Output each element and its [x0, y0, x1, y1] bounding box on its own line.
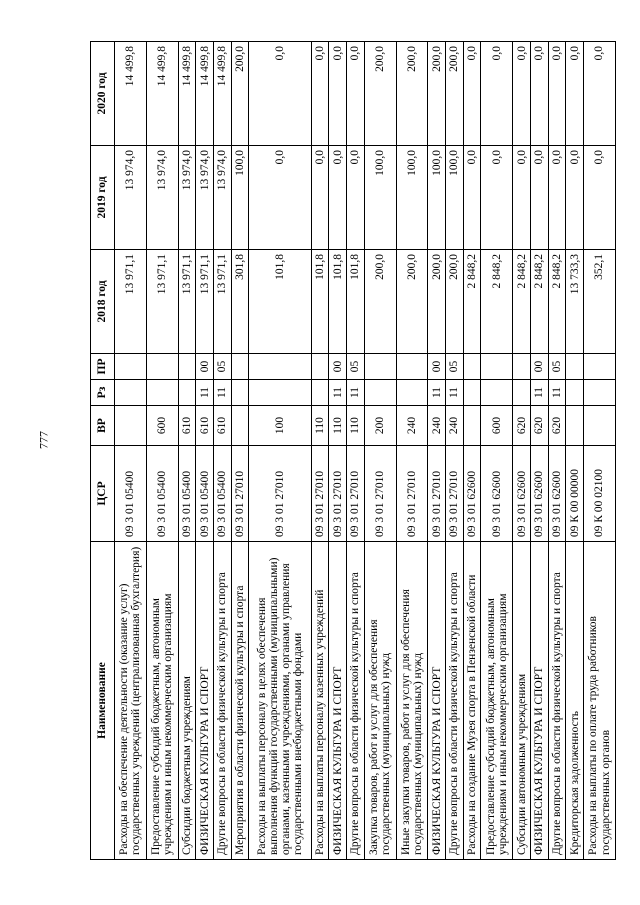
cell-vr [115, 406, 147, 446]
cell-2019: 13 974,0 [146, 146, 178, 250]
table-row [566, 42, 584, 860]
cell-vr: 240 [446, 406, 464, 446]
cell-csr: 09 3 01 27010 [428, 446, 446, 542]
cell-csr: 09 3 01 05400 [115, 446, 147, 542]
table-row [530, 42, 548, 860]
table-row [584, 42, 616, 860]
cell-2020: 14 499,8 [146, 42, 178, 146]
cell-vr [231, 406, 249, 446]
cell-name: Другие вопросы в области физической культуры и спорта [213, 542, 231, 860]
cell-pr [513, 354, 531, 380]
cell-csr: 09 3 01 05400 [196, 446, 214, 542]
cell-rz [396, 380, 428, 406]
cell-2018: 101,8 [311, 250, 329, 354]
cell-2019: 0,0 [249, 146, 311, 250]
cell-csr: 09 К 00 00000 [566, 446, 584, 542]
cell-csr: 09 3 01 27010 [446, 446, 464, 542]
cell-vr [463, 406, 481, 446]
page-number: 777 [36, 431, 51, 449]
cell-csr: 09 3 01 27010 [311, 446, 329, 542]
table-row [446, 42, 464, 860]
cell-rz [584, 380, 616, 406]
cell-2020: 0,0 [249, 42, 311, 146]
cell-rz [364, 380, 396, 406]
cell-2020: 0,0 [584, 42, 616, 146]
cell-rz [463, 380, 481, 406]
cell-rz: 11 [548, 380, 566, 406]
cell-csr: 09 3 01 27010 [249, 446, 311, 542]
cell-rz: 11 [428, 380, 446, 406]
cell-2019: 0,0 [566, 146, 584, 250]
cell-rz [481, 380, 513, 406]
cell-2020: 0,0 [566, 42, 584, 146]
cell-name: Расходы на выплаты по оплате труда работников государственных органов [584, 542, 616, 860]
cell-csr: 09 3 01 62600 [513, 446, 531, 542]
cell-rz: 11 [446, 380, 464, 406]
header-rz: Рз [91, 380, 115, 406]
cell-2019: 13 974,0 [178, 146, 196, 250]
table-row [364, 42, 396, 860]
table-row [311, 42, 329, 860]
cell-2020: 0,0 [548, 42, 566, 146]
cell-vr: 600 [146, 406, 178, 446]
cell-name: Другие вопросы в области физической культуры и спорта [347, 542, 365, 860]
cell-2018: 13 971,1 [178, 250, 196, 354]
cell-vr: 600 [481, 406, 513, 446]
cell-csr: 09 3 01 27010 [231, 446, 249, 542]
cell-2018: 101,8 [249, 250, 311, 354]
cell-pr: 05 [446, 354, 464, 380]
cell-2018: 13 733,3 [566, 250, 584, 354]
cell-2019: 0,0 [347, 146, 365, 250]
cell-name: Расходы на создание Музея спорта в Пензенской области [463, 542, 481, 860]
cell-vr: 620 [513, 406, 531, 446]
cell-2019: 0,0 [311, 146, 329, 250]
cell-name: Иные закупки товаров, работ и услуг для обеспечения государственных (муниципальных) нужд [396, 542, 428, 860]
cell-2018: 13 971,1 [196, 250, 214, 354]
table-row [428, 42, 446, 860]
cell-name: Кредиторская задолженность [566, 542, 584, 860]
cell-csr: 09 3 01 05400 [178, 446, 196, 542]
cell-rz [311, 380, 329, 406]
cell-2019: 0,0 [513, 146, 531, 250]
cell-pr: 00 [329, 354, 347, 380]
cell-name: Расходы на выплаты персоналу в целях обеспечения выполнения функций государственными (муниципальными) органами, казенными учреждениями, органами управления государственными внебюджетными фондами [249, 542, 311, 860]
table-row [329, 42, 347, 860]
cell-vr: 610 [213, 406, 231, 446]
cell-rz: 11 [347, 380, 365, 406]
budget-table [90, 41, 616, 860]
cell-vr: 110 [347, 406, 365, 446]
cell-2019: 0,0 [530, 146, 548, 250]
cell-csr: 09 3 01 62600 [481, 446, 513, 542]
cell-name: Другие вопросы в области физической культуры и спорта [446, 542, 464, 860]
rotated-table-container [90, 42, 616, 860]
cell-pr [311, 354, 329, 380]
cell-2019: 0,0 [329, 146, 347, 250]
table-body [115, 42, 616, 860]
cell-2020: 200,0 [364, 42, 396, 146]
cell-2020: 0,0 [530, 42, 548, 146]
cell-2019: 100,0 [364, 146, 396, 250]
cell-2019: 0,0 [548, 146, 566, 250]
cell-pr [396, 354, 428, 380]
cell-vr: 240 [396, 406, 428, 446]
table-row [548, 42, 566, 860]
header-2018: 2018 год [91, 250, 115, 354]
cell-2019: 0,0 [463, 146, 481, 250]
table-row [396, 42, 428, 860]
cell-pr [178, 354, 196, 380]
cell-pr [566, 354, 584, 380]
cell-csr: 09 К 00 02100 [584, 446, 616, 542]
cell-csr: 09 3 01 05400 [213, 446, 231, 542]
cell-pr: 05 [213, 354, 231, 380]
cell-name: Мероприятия в области физической культуры и спорта [231, 542, 249, 860]
cell-name: Расходы на обеспечение деятельности (оказание услуг) государственных учреждений (централизованная бухгалтерия) [115, 542, 147, 860]
cell-rz [249, 380, 311, 406]
cell-2019: 13 974,0 [115, 146, 147, 250]
cell-pr [584, 354, 616, 380]
cell-pr [481, 354, 513, 380]
cell-csr: 09 3 01 62600 [530, 446, 548, 542]
cell-2020: 200,0 [231, 42, 249, 146]
table-row [231, 42, 249, 860]
cell-name: Субсидии автономным учреждениям [513, 542, 531, 860]
cell-vr: 200 [364, 406, 396, 446]
cell-name: ФИЗИЧЕСКАЯ КУЛЬТУРА И СПОРТ [428, 542, 446, 860]
cell-2020: 0,0 [311, 42, 329, 146]
cell-2019: 13 974,0 [196, 146, 214, 250]
cell-rz [231, 380, 249, 406]
cell-2020: 0,0 [513, 42, 531, 146]
cell-2019: 13 974,0 [213, 146, 231, 250]
table-row [115, 42, 147, 860]
cell-2018: 2 848,2 [513, 250, 531, 354]
header-2020: 2020 год [91, 42, 115, 146]
cell-2018: 13 971,1 [115, 250, 147, 354]
cell-name: Расходы на выплаты персоналу казенных учреждений [311, 542, 329, 860]
cell-2018: 200,0 [396, 250, 428, 354]
cell-2020: 14 499,8 [213, 42, 231, 146]
cell-2018: 352,1 [584, 250, 616, 354]
cell-vr: 620 [530, 406, 548, 446]
cell-2020: 200,0 [396, 42, 428, 146]
cell-name: ФИЗИЧЕСКАЯ КУЛЬТУРА И СПОРТ [196, 542, 214, 860]
cell-2020: 0,0 [463, 42, 481, 146]
cell-pr: 00 [530, 354, 548, 380]
cell-csr: 09 3 01 27010 [364, 446, 396, 542]
cell-rz: 11 [530, 380, 548, 406]
cell-pr: 05 [548, 354, 566, 380]
cell-2020: 0,0 [347, 42, 365, 146]
cell-2020: 14 499,8 [196, 42, 214, 146]
cell-2018: 13 971,1 [213, 250, 231, 354]
cell-csr: 09 3 01 62600 [463, 446, 481, 542]
cell-rz: 11 [196, 380, 214, 406]
cell-pr [463, 354, 481, 380]
cell-pr [146, 354, 178, 380]
cell-name: Предоставление субсидий бюджетным, автономным учреждениям и иным некоммерческим организациям [146, 542, 178, 860]
table-row [481, 42, 513, 860]
cell-vr: 110 [311, 406, 329, 446]
cell-pr: 00 [196, 354, 214, 380]
cell-vr: 610 [196, 406, 214, 446]
table-row [146, 42, 178, 860]
cell-vr [566, 406, 584, 446]
cell-2020: 14 499,8 [115, 42, 147, 146]
table-row [347, 42, 365, 860]
header-name: Наименование [91, 542, 115, 860]
cell-2018: 101,8 [329, 250, 347, 354]
cell-pr: 00 [428, 354, 446, 380]
cell-name: Другие вопросы в области физической культуры и спорта [548, 542, 566, 860]
header-pr: ПР [91, 354, 115, 380]
header-csr: ЦСР [91, 446, 115, 542]
cell-2019: 0,0 [481, 146, 513, 250]
cell-csr: 09 3 01 27010 [396, 446, 428, 542]
cell-csr: 09 3 01 27010 [329, 446, 347, 542]
cell-rz [178, 380, 196, 406]
table-row [249, 42, 311, 860]
table-row [196, 42, 214, 860]
cell-2018: 101,8 [347, 250, 365, 354]
cell-rz: 11 [213, 380, 231, 406]
cell-2018: 301,8 [231, 250, 249, 354]
cell-vr: 240 [428, 406, 446, 446]
cell-2019: 100,0 [231, 146, 249, 250]
cell-pr: 05 [347, 354, 365, 380]
cell-csr: 09 3 01 05400 [146, 446, 178, 542]
cell-csr: 09 3 01 62600 [548, 446, 566, 542]
cell-name: Субсидии бюджетным учреждениям [178, 542, 196, 860]
cell-name: ФИЗИЧЕСКАЯ КУЛЬТУРА И СПОРТ [329, 542, 347, 860]
cell-2020: 0,0 [329, 42, 347, 146]
cell-2018: 200,0 [364, 250, 396, 354]
cell-vr: 110 [329, 406, 347, 446]
cell-rz: 11 [329, 380, 347, 406]
cell-2018: 2 848,2 [530, 250, 548, 354]
cell-rz [513, 380, 531, 406]
cell-rz [566, 380, 584, 406]
cell-pr [115, 354, 147, 380]
cell-csr: 09 3 01 27010 [347, 446, 365, 542]
cell-rz [115, 380, 147, 406]
cell-2019: 100,0 [446, 146, 464, 250]
cell-2019: 100,0 [396, 146, 428, 250]
cell-2018: 2 848,2 [481, 250, 513, 354]
cell-vr: 620 [548, 406, 566, 446]
cell-2018: 13 971,1 [146, 250, 178, 354]
cell-2018: 2 848,2 [548, 250, 566, 354]
header-2019: 2019 год [91, 146, 115, 250]
cell-vr: 100 [249, 406, 311, 446]
table-row [463, 42, 481, 860]
cell-2018: 200,0 [428, 250, 446, 354]
cell-2020: 0,0 [481, 42, 513, 146]
cell-pr [249, 354, 311, 380]
table-row [178, 42, 196, 860]
cell-2020: 14 499,8 [178, 42, 196, 146]
cell-2019: 0,0 [584, 146, 616, 250]
cell-vr: 610 [178, 406, 196, 446]
cell-name: Предоставление субсидий бюджетным, автономным учреждениям и иным некоммерческим организациям [481, 542, 513, 860]
table-header-row [91, 42, 115, 860]
table-row [513, 42, 531, 860]
cell-pr [364, 354, 396, 380]
cell-2020: 200,0 [446, 42, 464, 146]
cell-vr [584, 406, 616, 446]
table-row [213, 42, 231, 860]
header-vr: ВР [91, 406, 115, 446]
cell-2018: 200,0 [446, 250, 464, 354]
cell-2018: 2 848,2 [463, 250, 481, 354]
cell-name: Закупка товаров, работ и услуг для обеспечения государственных (муниципальных) нужд [364, 542, 396, 860]
cell-2020: 200,0 [428, 42, 446, 146]
cell-pr [231, 354, 249, 380]
cell-2019: 100,0 [428, 146, 446, 250]
cell-rz [146, 380, 178, 406]
cell-name: ФИЗИЧЕСКАЯ КУЛЬТУРА И СПОРТ [530, 542, 548, 860]
